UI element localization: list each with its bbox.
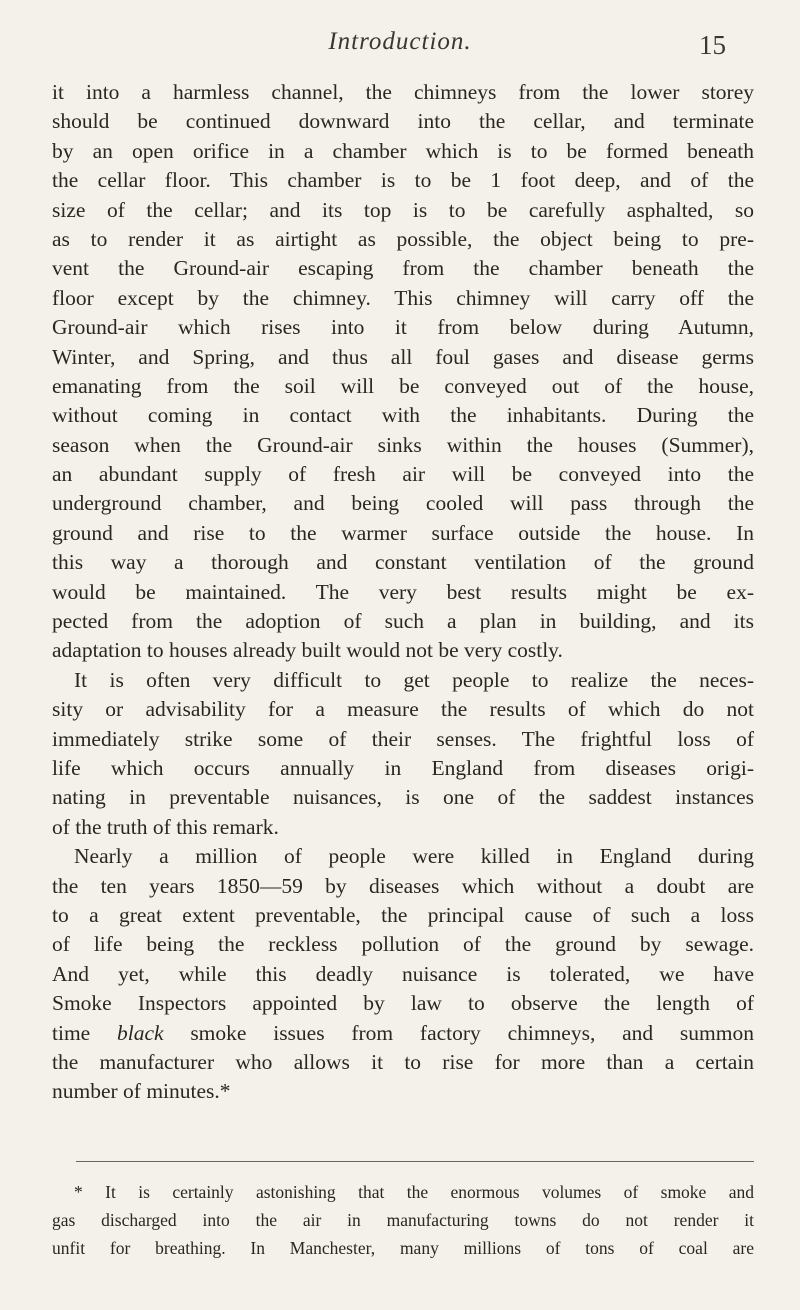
footnote-line: unfit for breathing. In Manchester, many millions of tons of coal are — [52, 1238, 754, 1258]
text-line: Nearly a million of people were killed in England during — [74, 844, 754, 869]
text-line: without coming in contact with the inhabitants. During the — [52, 403, 754, 428]
text-line: And yet, while this deadly nuisance is tolerated, we have — [52, 961, 754, 986]
body-text — [52, 78, 754, 1107]
text-line: nating in preventable nuisances, is one of the saddest instances — [52, 785, 754, 810]
text-line: sity or advisability for a measure the results of which do not — [52, 697, 754, 722]
text-line: to a great extent preventable, the principal cause of such a loss — [52, 902, 754, 927]
text-line: it into a harmless channel, the chimneys from the lower storey — [52, 80, 754, 104]
footnote-line: * It is certainly astonishing that the enormous volumes of smoke and — [74, 1182, 754, 1202]
text-line: Smoke Inspectors appointed by law to observe the length of — [52, 991, 754, 1016]
text-line: immediately strike some of their senses. The frightful loss of — [52, 726, 754, 751]
text-line: vent the Ground-air escaping from the chamber beneath the — [52, 256, 754, 281]
text-line: Winter, and Spring, and thus all foul gases and disease germs — [52, 344, 754, 369]
page-number: 15 — [699, 30, 726, 60]
text-segment: smoke issues from factory chimneys, and summon — [163, 1020, 754, 1045]
text-line: as to render it as airtight as possible, the object being to pre- — [52, 226, 754, 251]
running-title: Introduction. — [328, 28, 472, 55]
text-line: life which occurs annually in England from diseases origi- — [52, 755, 754, 780]
text-line: of the truth of this remark. — [52, 814, 279, 839]
text-line: adaptation to houses already built would not be very costly. — [52, 638, 563, 663]
text-line: this way a thorough and constant ventilation of the ground — [52, 550, 754, 575]
text-line: would be maintained. The very best results might be ex- — [52, 579, 754, 604]
text-line: should be continued downward into the cellar, and terminate — [52, 109, 754, 134]
italic-word: black — [116, 1020, 164, 1045]
text-line: by an open orifice in a chamber which is to be formed beneath — [52, 138, 754, 163]
text-line: the ten years 1850—59 by diseases which without a doubt are — [52, 873, 754, 898]
text-segment: time — [52, 1020, 117, 1045]
text-line: underground chamber, and being cooled will pass through the — [52, 491, 754, 516]
text-line: emanating from the soil will be conveyed out of the house, — [52, 373, 754, 398]
text-line: of life being the reckless pollution of the ground by sewage. — [52, 932, 754, 957]
text-line: ground and rise to the warmer surface outside the house. In — [52, 520, 754, 545]
text-line: the manufacturer who allows it to rise for more than a certain — [52, 1049, 754, 1074]
running-head — [0, 22, 800, 62]
text-line: number of minutes.* — [52, 1079, 231, 1104]
text-line — [52, 1019, 754, 1048]
text-line: the cellar floor. This chamber is to be 1 foot deep, and of the — [52, 168, 754, 193]
text-line: floor except by the chimney. This chimney will carry off the — [52, 285, 754, 310]
text-line: Ground-air which rises into it from below during Autumn, — [52, 315, 754, 340]
text-line: It is often very difficult to get people to realize the neces- — [74, 667, 754, 692]
text-line: pected from the adoption of such a plan in building, and its — [52, 609, 754, 634]
text-line: season when the Ground-air sinks within the houses (Summer), — [52, 432, 754, 457]
footnote-line: gas discharged into the air in manufacturing towns do not render it — [52, 1210, 754, 1230]
footnote-rule — [76, 1161, 754, 1162]
text-line: size of the cellar; and its top is to be carefully asphalted, so — [52, 197, 754, 222]
text-line: an abundant supply of fresh air will be conveyed into the — [52, 462, 754, 487]
footnote — [52, 1178, 754, 1262]
